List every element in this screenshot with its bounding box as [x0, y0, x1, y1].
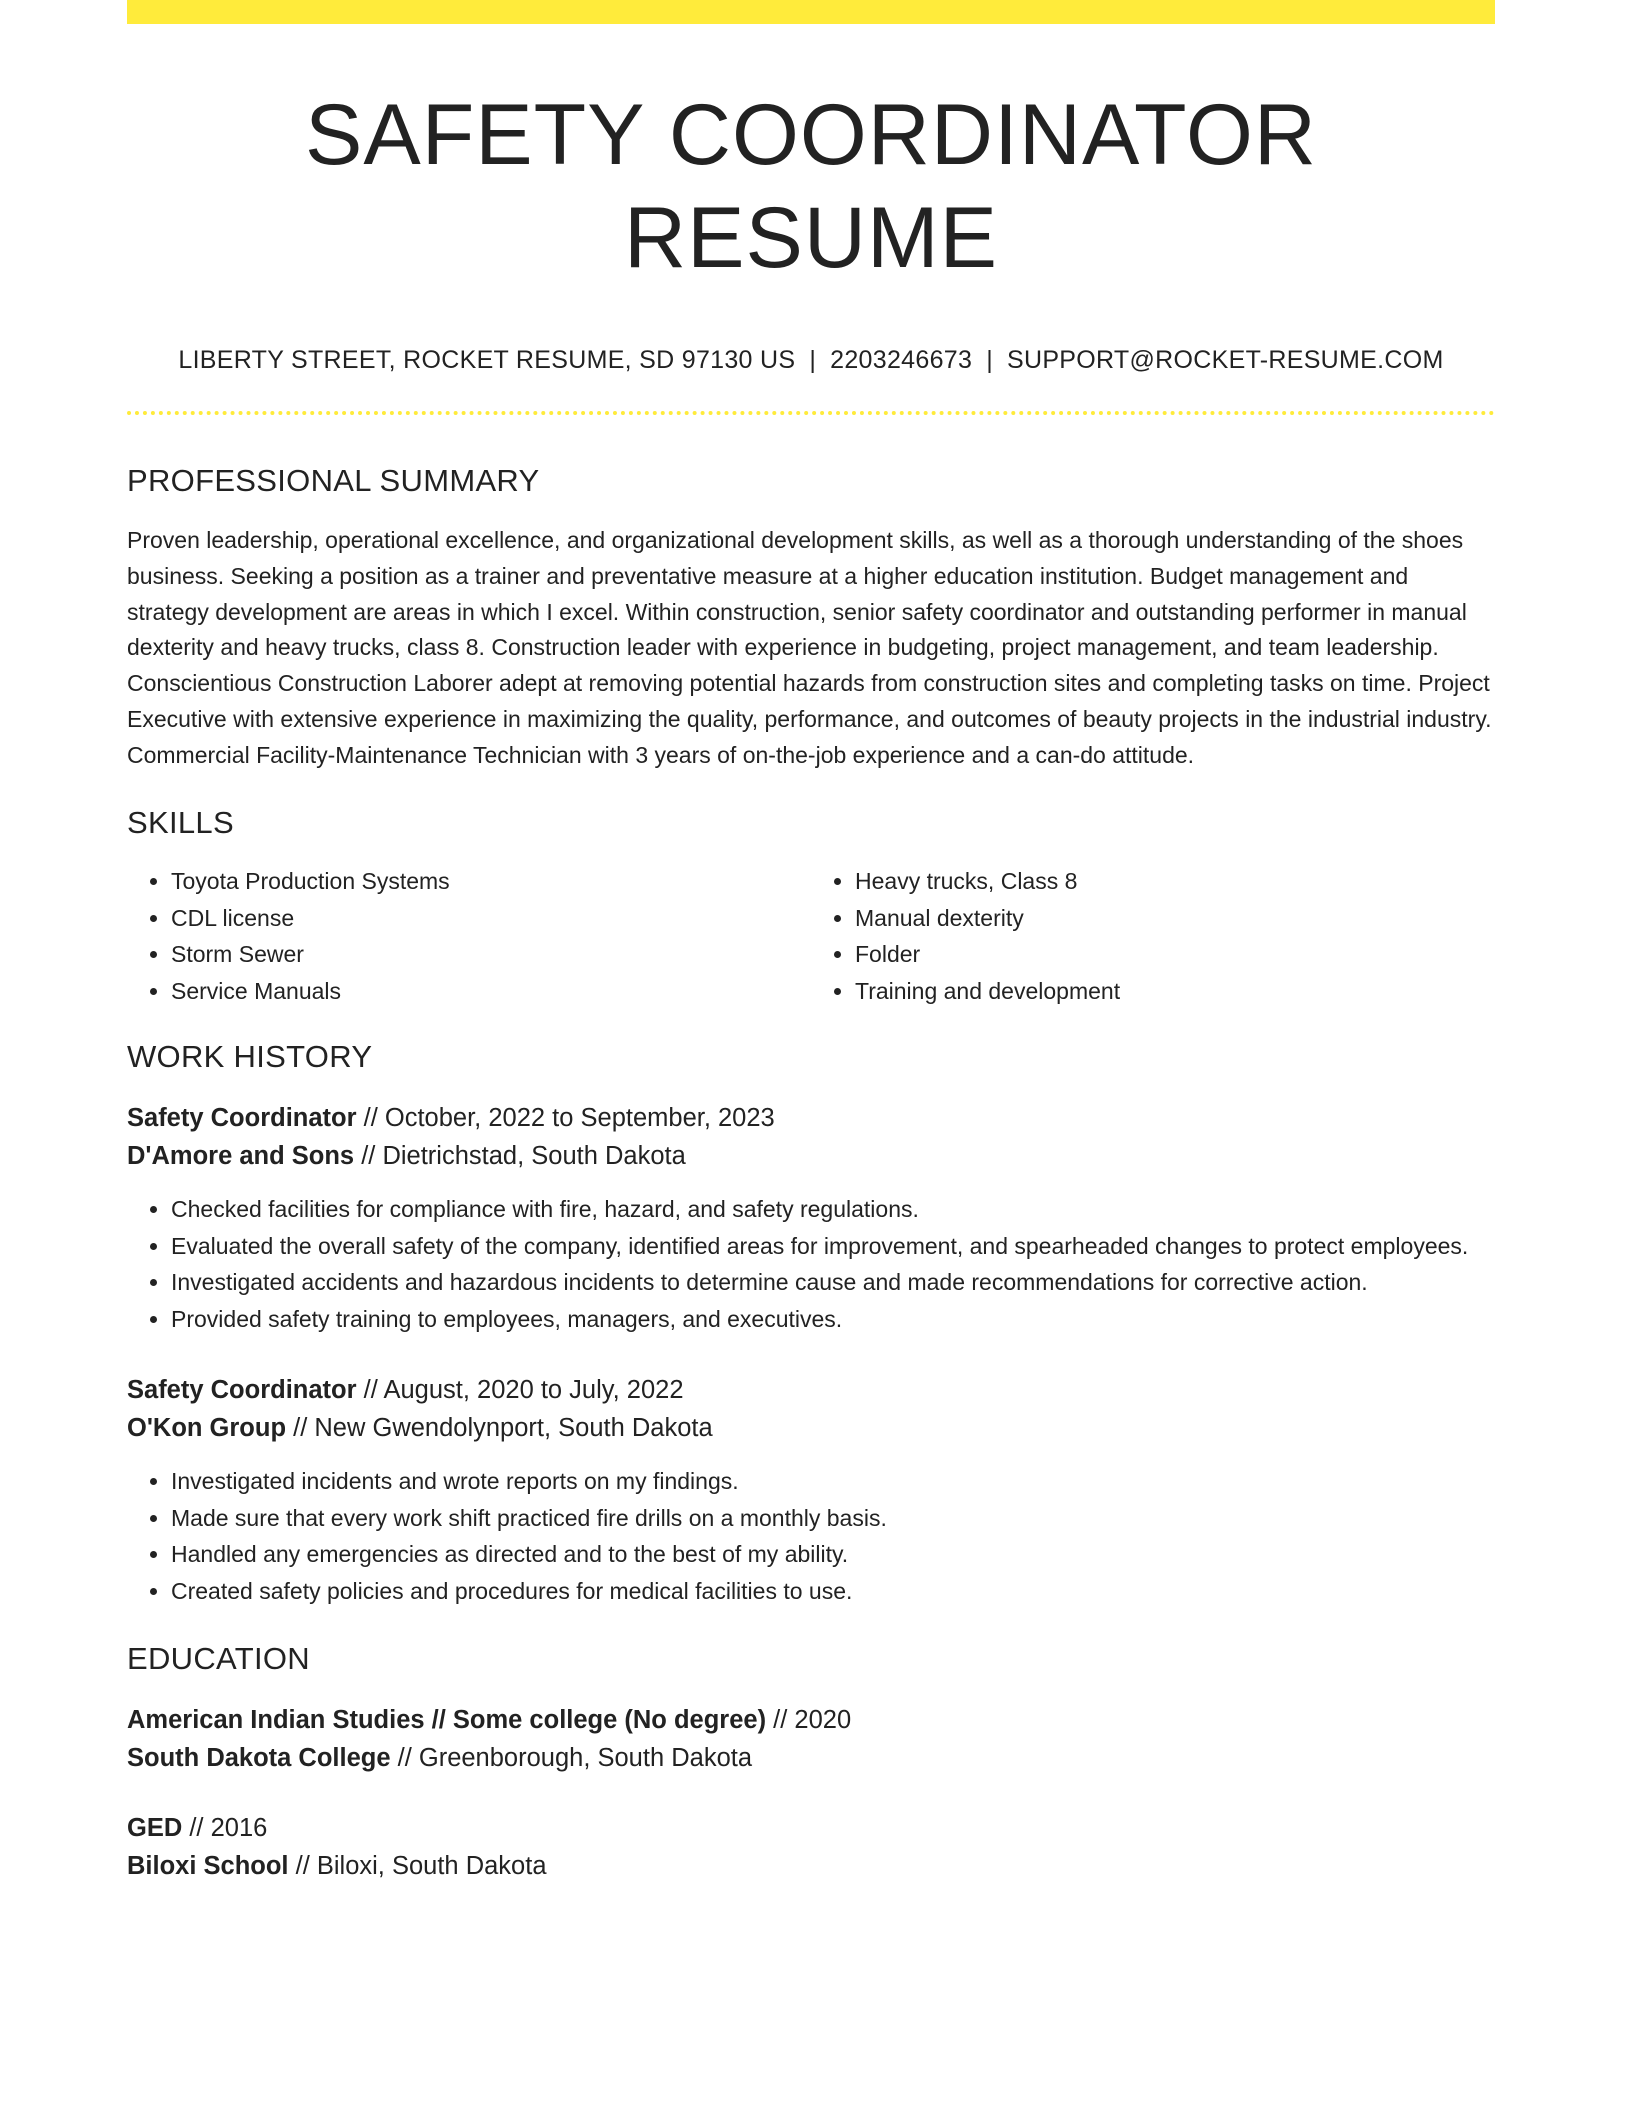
resume-title: SAFETY COORDINATOR RESUME	[305, 87, 1317, 287]
accent-bar	[127, 0, 1495, 24]
skill-item: • Service Manuals	[171, 973, 811, 1010]
skill-item: • CDL license	[171, 900, 811, 937]
job-title: Safety Coordinator	[127, 1376, 357, 1405]
separator: |	[986, 346, 993, 375]
job-bullet: • Investigated incidents and wrote reports on my findings.	[171, 1463, 1495, 1500]
skill-item: • Storm Sewer	[171, 936, 811, 973]
education-entry	[127, 1701, 1495, 1777]
job-entry	[127, 1099, 1495, 1337]
job-dates: // August, 2020 to July, 2022	[356, 1376, 684, 1405]
job-bullet: • Checked facilities for compliance with fire, hazard, and safety regulations.	[171, 1191, 1495, 1228]
education-degree: GED	[127, 1814, 183, 1843]
education-location: // Biloxi, South Dakota	[288, 1852, 547, 1881]
resume-page	[127, 0, 1495, 1885]
job-company-line	[127, 1137, 1495, 1175]
email: SUPPORT@ROCKET-RESUME.COM	[1006, 346, 1444, 375]
job-bullet: • Provided safety training to employees, managers, and executives.	[171, 1301, 1495, 1338]
contact-info	[127, 346, 1495, 375]
separator: |	[809, 346, 817, 375]
section-title-education: EDUCATION	[127, 1641, 310, 1677]
address: LIBERTY STREET, ROCKET RESUME, SD 97130 US	[178, 346, 796, 375]
section-title-summary: PROFESSIONAL SUMMARY	[127, 463, 540, 499]
skill-item: • Heavy trucks, Class 8	[855, 863, 1495, 900]
job-bullets	[127, 1191, 1495, 1337]
section-title-work-history: WORK HISTORY	[127, 1039, 373, 1075]
education-entry	[127, 1809, 1495, 1885]
skills-column-right	[811, 863, 1495, 1009]
job-company: O'Kon Group	[127, 1414, 287, 1443]
job-bullet: • Handled any emergencies as directed and to the best of my ability.	[171, 1536, 1495, 1573]
education-school-line	[127, 1739, 1495, 1777]
section-title-skills: SKILLS	[127, 805, 234, 841]
dotted-divider	[127, 411, 1495, 415]
job-company: D'Amore and Sons	[127, 1142, 355, 1171]
summary-text: Proven leadership, operational excellence, and organizational development skills, as well as a thorough understanding of the shoes business. Seeking a position as a trainer and preventative measure at a higher education institution. Budget management and strategy development are areas in which I excel. Within construction, senior safety coordinator and outstanding performer in manual dexterity and heavy trucks, class 8. Construction leader with experience in budgeting, project management, and team leadership. Conscientious Construction Laborer adept at removing potential hazards from construction sites and completing tasks on time. Project Executive with extensive experience in maximizing the quality, performance, and outcomes of beauty projects in the industrial industry. Commercial Facility-Maintenance Technician with 3 years of on-the-job experience and a can-do attitude.	[127, 527, 1492, 768]
job-title: Safety Coordinator	[127, 1104, 357, 1133]
skill-item: • Training and development	[855, 973, 1495, 1010]
job-dates: // October, 2022 to September, 2023	[356, 1104, 775, 1133]
education-school-line	[127, 1847, 1495, 1885]
phone: 2203246673	[830, 346, 973, 375]
job-location: // New Gwendolynport, South Dakota	[286, 1414, 713, 1443]
job-bullets	[127, 1463, 1495, 1609]
education-year: // 2016	[182, 1814, 268, 1843]
skill-item: • Manual dexterity	[855, 900, 1495, 937]
education-degree-line	[127, 1809, 1495, 1847]
job-title-line	[127, 1099, 1495, 1137]
job-bullet: • Investigated accidents and hazardous incidents to determine cause and made recommendations for corrective action.	[171, 1264, 1495, 1301]
skills-list	[127, 863, 1495, 1009]
job-title-line	[127, 1371, 1495, 1409]
education-school: Biloxi School	[127, 1852, 289, 1881]
skill-item: • Folder	[855, 936, 1495, 973]
skills-column-left	[127, 863, 811, 1009]
job-location: // Dietrichstad, South Dakota	[354, 1142, 686, 1171]
job-entry	[127, 1371, 1495, 1609]
education-location: // Greenborough, South Dakota	[390, 1744, 753, 1773]
education-degree: American Indian Studies // Some college (No degree)	[127, 1706, 767, 1735]
job-bullet: • Created safety policies and procedures for medical facilities to use.	[171, 1573, 1495, 1610]
education-school: South Dakota College	[127, 1744, 391, 1773]
job-bullet: • Evaluated the overall safety of the company, identified areas for improvement, and spearheaded changes to protect employees.	[171, 1228, 1495, 1265]
education-degree-line	[127, 1701, 1495, 1739]
skill-item: • Toyota Production Systems	[171, 863, 811, 900]
job-company-line	[127, 1409, 1495, 1447]
job-bullet: • Made sure that every work shift practiced fire drills on a monthly basis.	[171, 1500, 1495, 1537]
education-year: // 2020	[766, 1706, 852, 1735]
